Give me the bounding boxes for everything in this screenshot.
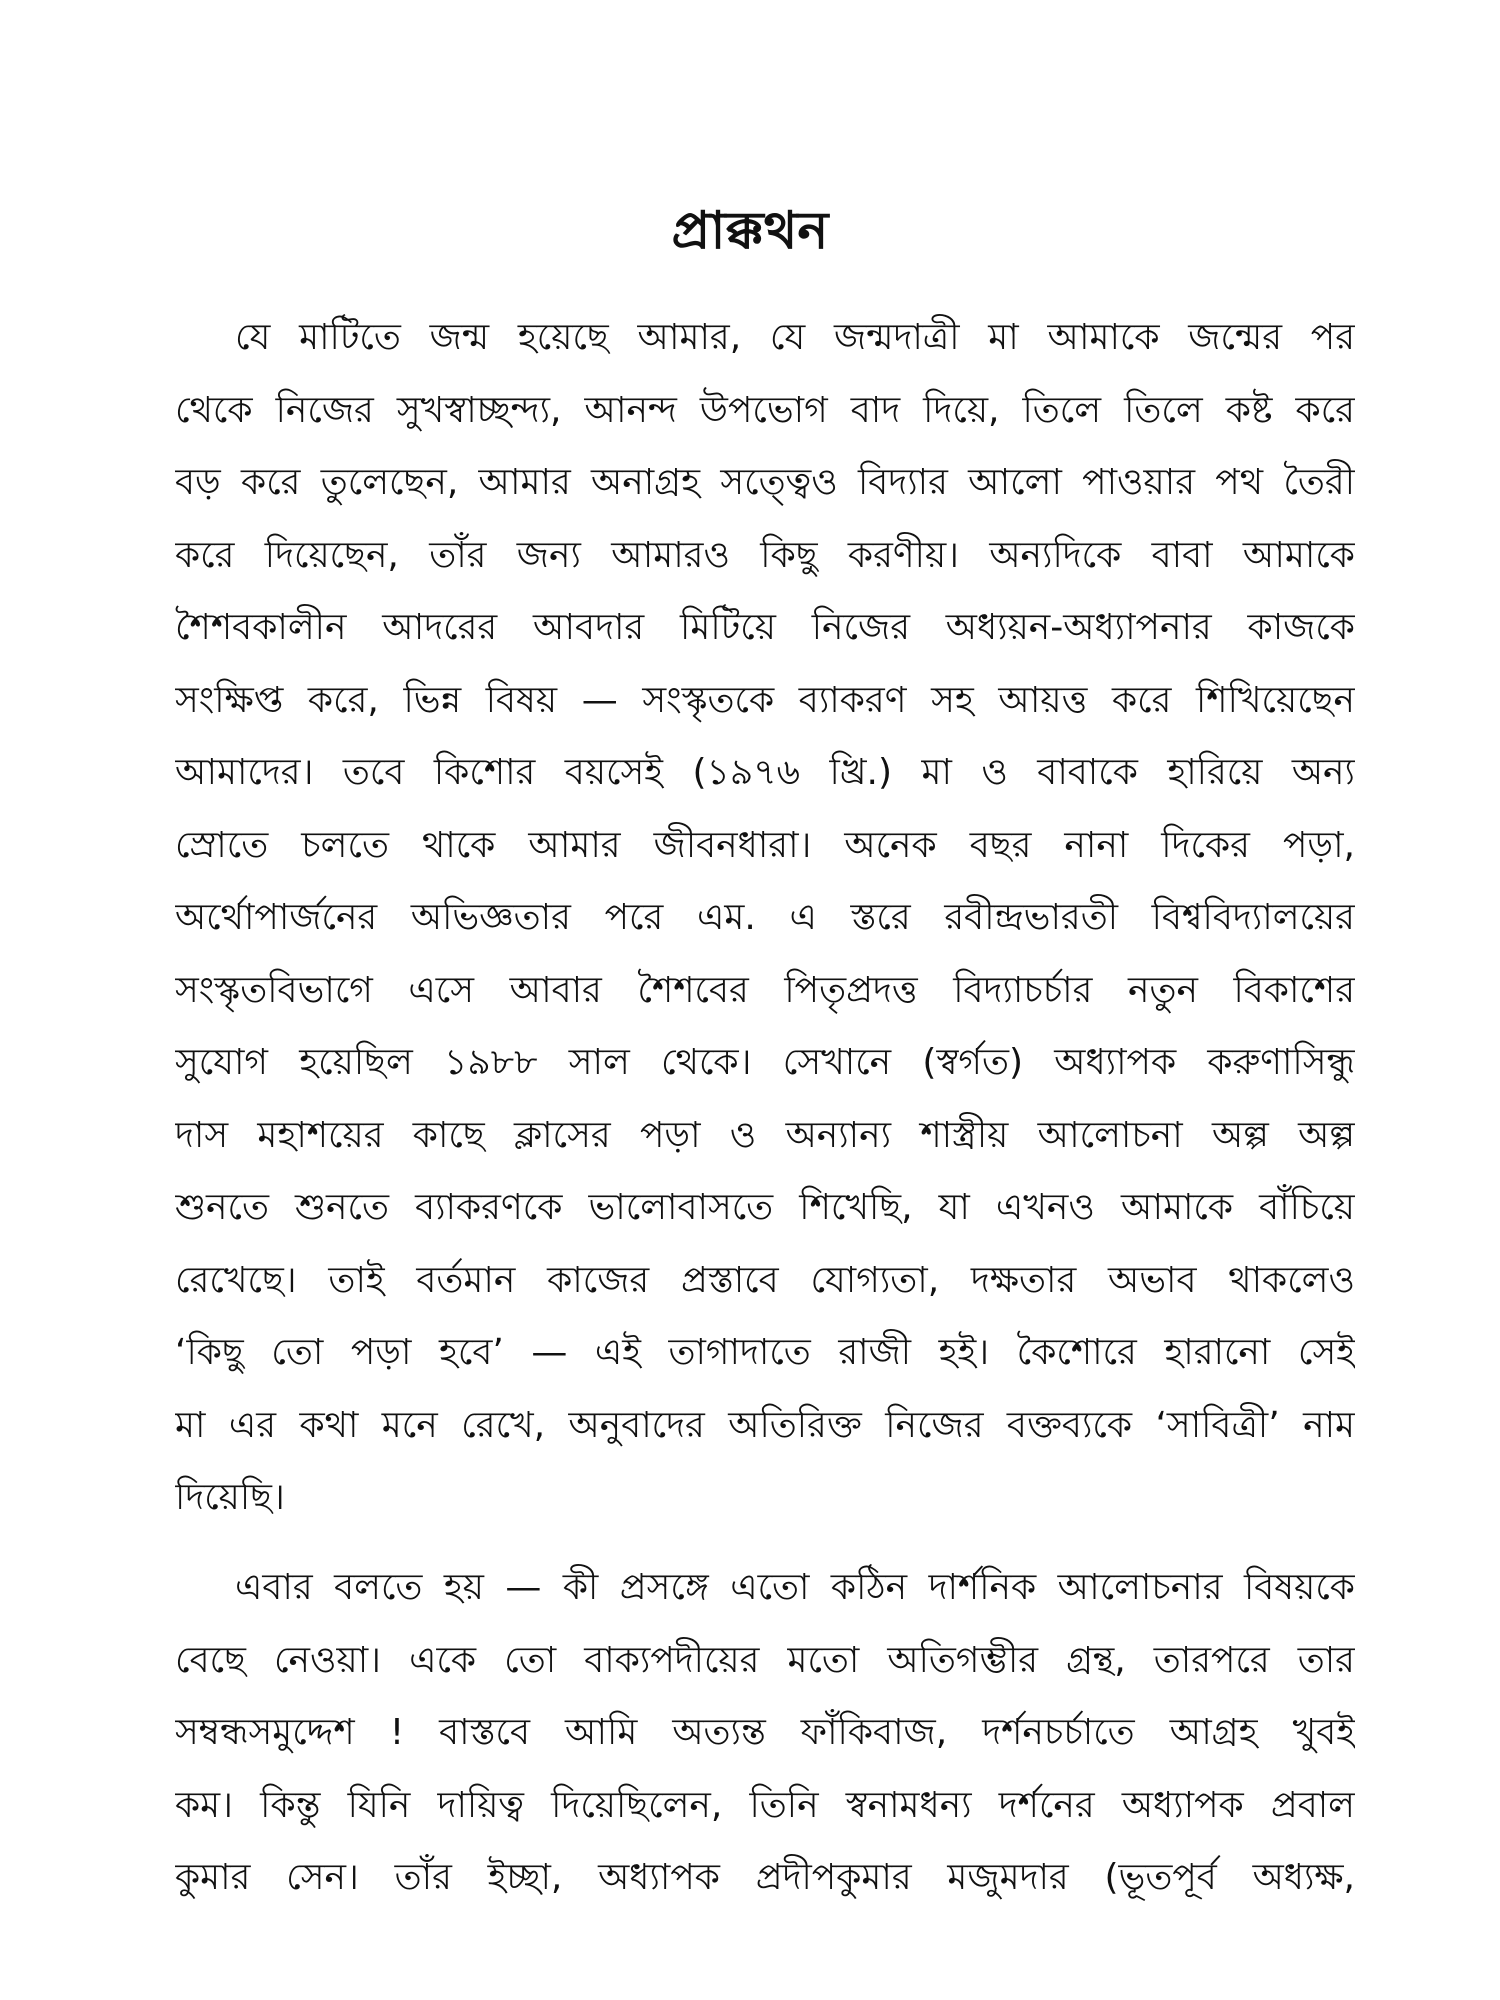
text-line: কুমার সেন। তাঁর ইচ্ছা, অধ্যাপক প্রদীপকুমার মজুমদার (ভূতপূর্ব অধ্যক্ষ, <box>175 1857 1355 1898</box>
text-line: সংস্কৃতবিভাগে এসে আবার শৈশবের পিতৃপ্রদত্ত বিদ্যাচর্চার নতুন বিকাশের <box>175 969 1355 1011</box>
text-line: যে মাটিতে জন্ম হয়েছে আমার, যে জন্মদাত্রী মা আমাকে জন্মের পর <box>235 317 1355 358</box>
page-title: প্রাক্কথন <box>671 201 829 261</box>
text-line: বড় করে তুলেছেন, আমার অনাগ্রহ সত্ত্বেও বিদ্যার আলো পাওয়ার পথ তৈরী <box>175 462 1355 503</box>
text-line: অর্থোপার্জনের অভিজ্ঞতার পরে এম. এ স্তরে রবীন্দ্রভারতী বিশ্ববিদ্যালয়ের <box>175 897 1355 938</box>
text-line: দিয়েছি। <box>175 1477 285 1518</box>
text-line: সুযোগ হয়েছিল ১৯৮৮ সাল থেকে। সেখানে (স্বর্গত) অধ্যাপক করুণাসিন্ধু <box>175 1042 1355 1083</box>
paragraph-1 <box>175 302 1355 1535</box>
text-line: শুনতে শুনতে ব্যাকরণকে ভালোবাসতে শিখেছি, যা এখনও আমাকে বাঁচিয়ে <box>175 1187 1355 1228</box>
text-line: স্রোতে চলতে থাকে আমার জীবনধারা। অনেক বছর নানা দিকের পড়া, <box>175 824 1355 866</box>
text-line: কম। কিন্তু যিনি দায়িত্ব দিয়েছিলেন, তিনি স্বনামধন্য দর্শনের অধ্যাপক প্রবাল <box>175 1784 1355 1826</box>
text-line: সংক্ষিপ্ত করে, ভিন্ন বিষয় — সংস্কৃতকে ব্যাকরণ সহ আয়ত্ত করে শিখিয়েছেন <box>175 679 1355 721</box>
text-line: সম্বন্ধসমুদ্দেশ ! বাস্তবে আমি অত্যন্ত ফাঁকিবাজ, দর্শনচর্চাতে আগ্রহ খুবই <box>175 1712 1355 1753</box>
text-line: দাস মহাশয়ের কাছে ক্লাসের পড়া ও অন্যান্য শাস্ত্রীয় আলোচনা অল্প অল্প <box>175 1114 1355 1156</box>
text-line: বেছে নেওয়া। একে তো বাক্যপদীয়ের মতো অতিগম্ভীর গ্রন্থ, তারপরে তার <box>175 1639 1355 1681</box>
text-line: শৈশবকালীন আদরের আবদার মিটিয়ে নিজের অধ্যয়ন-অধ্যাপনার কাজকে <box>175 607 1355 648</box>
text-line: ‘কিছু তো পড়া হবে’ — এই তাগাদাতে রাজী হই। কৈশোরে হারানো সেই <box>175 1332 1355 1373</box>
text-line: রেখেছে। তাই বর্তমান কাজের প্রস্তাবে যোগ্যতা, দক্ষতার অভাব থাকলেও <box>175 1259 1355 1301</box>
text-line: করে দিয়েছেন, তাঁর জন্য আমারও কিছু করণীয়। অন্যদিকে বাবা আমাকে <box>175 534 1355 576</box>
text-line: আমাদের। তবে কিশোর বয়সেই (১৯৭৬ খ্রি.) মা ও বাবাকে হারিয়ে অন্য <box>175 752 1355 793</box>
paragraph-2 <box>175 1552 1355 1915</box>
text-line: এবার বলতে হয় — কী প্রসঙ্গে এতো কঠিন দার্শনিক আলোচনার বিষয়কে <box>235 1567 1355 1608</box>
text-line: থেকে নিজের সুখস্বাচ্ছন্দ্য, আনন্দ উপভোগ বাদ দিয়ে, তিলে তিলে কষ্ট করে <box>175 389 1355 431</box>
text-line: মা এর কথা মনে রেখে, অনুবাদের অতিরিক্ত নিজের বক্তব্যকে ‘সাবিত্রী’ নাম <box>175 1404 1355 1446</box>
